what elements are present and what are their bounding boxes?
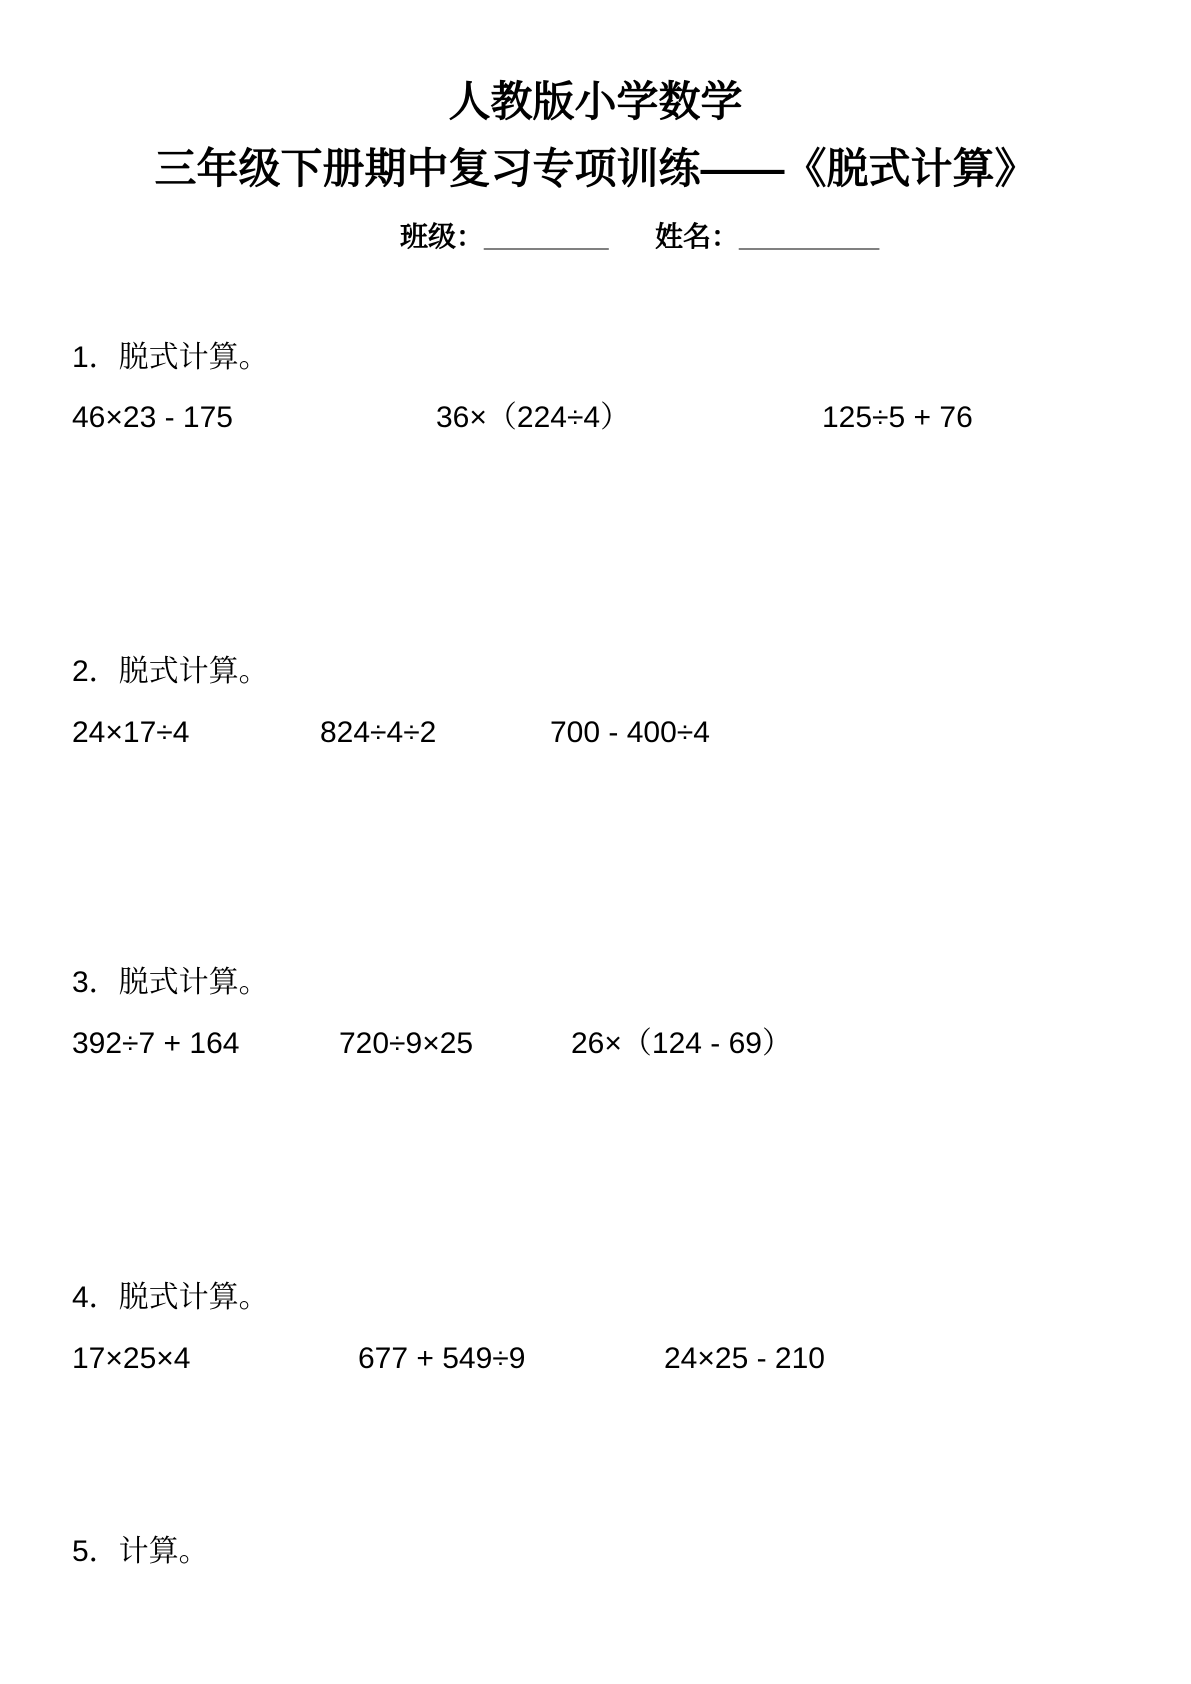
math-expression: 46×23 - 175	[72, 401, 233, 434]
section-5-heading: 5．计算。	[72, 1535, 209, 1568]
math-expression: 26×（124 - 69）	[571, 1027, 792, 1060]
class-label: 班级：	[400, 221, 485, 252]
math-expression: 720÷9×25	[339, 1027, 474, 1060]
math-expression: 824÷4÷2	[320, 716, 437, 749]
math-expression: 17×25×4	[72, 1342, 191, 1375]
math-expression: 700 - 400÷4	[550, 716, 710, 749]
section-4-heading: 4．脱式计算。	[72, 1281, 269, 1314]
name-label: 姓名：	[655, 221, 740, 252]
section-1-heading: 1．脱式计算。	[72, 341, 269, 374]
math-expression: 392÷7 + 164	[72, 1027, 240, 1060]
class-blank: ________	[484, 221, 609, 252]
math-expression: 677 + 549÷9	[358, 1342, 526, 1375]
class-field	[400, 220, 609, 254]
math-expression: 36×（224÷4）	[436, 401, 631, 434]
page-title: 人教版小学数学	[448, 78, 743, 125]
page-subtitle: 三年级下册期中复习专项训练——《脱式计算》	[154, 145, 1037, 192]
name-field	[655, 220, 879, 254]
name-blank: _________	[739, 221, 880, 252]
math-expression: 24×17÷4	[72, 716, 190, 749]
section-2-heading: 2．脱式计算。	[72, 655, 269, 688]
math-expression: 24×25 - 210	[664, 1342, 825, 1375]
math-expression: 125÷5 + 76	[822, 401, 973, 434]
section-3-heading: 3．脱式计算。	[72, 966, 269, 999]
